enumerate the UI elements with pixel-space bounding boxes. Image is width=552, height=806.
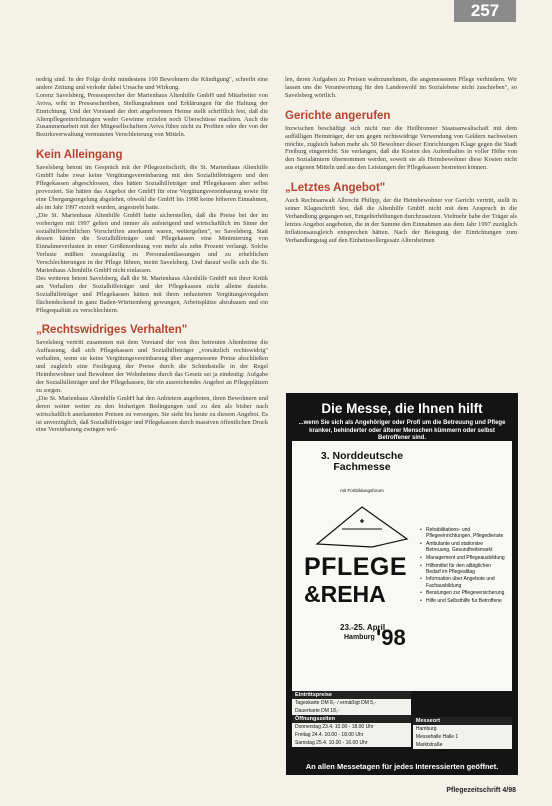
list-item: • Management und Pflegeausbildung	[420, 555, 506, 561]
list-item: • Ambulante und stationäre Betreuung, Gesundheitsmarkt	[420, 541, 506, 553]
venue-row: Messehalle Halle 1	[413, 733, 512, 741]
advertisement	[286, 393, 518, 775]
fair-logo-subtitle: mit Fortbildungsforum	[340, 488, 384, 493]
fair-info-table	[292, 691, 512, 749]
hours-row: Donnerstag 23.4. 10.00 - 18.00 Uhr	[292, 723, 411, 731]
admission-row: Dauerkarte DM 18,-	[292, 707, 411, 715]
venue-heading: Messeort	[413, 717, 512, 725]
fair-topics-list	[420, 527, 506, 606]
nurse-cap-icon	[312, 499, 412, 551]
hours-row: Freitag 24.4. 10.00 - 18.00 Uhr	[292, 731, 411, 739]
section-heading: „Letztes Angebot"	[285, 182, 386, 195]
paragraph: Auch Rechtsanwalt Albrecht Philipp, der die Heimbewohner vor Gericht vertritt, stellt in seiner Klageschrift fest, daß die Altenhilfe GmbH nicht mit dem Anspruch in die Verhandlung gegangen sei, Entgelterhöhungen durchzusetzen. Vielmehr habe der Träger als letztes Angebot angeboten, die in der Summe den Einnahmen aus dem Jahr 1997 zuzüglich Inflationsausgleich entsprechen hätten. Nach der Beiegung der Einrichtungen zum Verhandlungstag auf den Einheitssollergesatz Altersheimen	[285, 197, 517, 244]
list-item: • Hilfsmittel für den alltäglichen Bedarf im Pflegealltag	[420, 563, 506, 575]
admission-heading: Eintrittspreise	[292, 691, 411, 699]
left-column	[36, 76, 268, 766]
reha-wordmark: &REHA	[304, 581, 386, 607]
fair-year: '98	[376, 625, 406, 650]
paragraph: nedrig sind. In der Folge droht mindestens 100 Bewohnern die Kündigung", schreibt eine andere Zeitung und verkohr dabei Ursache und Wirkung.	[36, 76, 268, 91]
list-item: • Beratungen zur Pflegeversicherung	[420, 590, 506, 596]
hours-row: Samstag 25.4. 10.00 - 16.00 Uhr	[292, 739, 411, 747]
paragraph: Inzwischen beschäftigt sich nicht nur die Heilbronner Staatsanwaltschaft mit dem auffälligen Heimträger, der um gegen rechtswidrige Verwendung von Geldern nachweisen möchte, zugleich haben mehr als 50 Bewohner dieser Einrichtungen Klage gegen die Stadt Freiburg eingereicht. Sie verlangen, daß die Kosten des Aufenthaltes in voller Höhe von den Sozialämtern übernommen werden, soweit sie als Heimbewohner diese Kosten nicht aus eigenen Mitteln und aus den Leistungen der Pflegekassen bestreiten können.	[285, 124, 517, 172]
ad-poster	[292, 441, 512, 691]
admission-row: Tageskarte DM 8,- / ermäßigt DM 5,-	[292, 699, 411, 707]
ad-bottom-line: An allen Messetagen für jedes Interessierten geöffnet.	[305, 762, 499, 771]
right-column	[285, 76, 517, 366]
list-item: • Rehabilitations- und Pflegeeinrichtungen, Pflegedienste	[420, 527, 506, 539]
list-item: • Information über Angebote und Fachausbildung	[420, 576, 506, 588]
footer-journal: Pflegezeitschrift 4/98	[446, 787, 516, 794]
ad-title: Die Messe, die Ihnen hilft	[321, 401, 483, 416]
section-heading: „Rechtswidriges Verhalten"	[36, 324, 188, 337]
ad-subtitle: ...wenn Sie sich als Angehöriger oder Profi um die Betreuung und Pflege kranker, behinderter oder älterer Menschen kümmern oder selbst Betroffener sind.	[298, 420, 506, 441]
list-item: • Hilfe und Selbsthilfe für Betroffene	[420, 598, 506, 604]
paragraph: „Die St. Marienhaus Altenhilfe GmbH hatte sicherstellen, daß die Preise bei der im vorherigen mit 1997 gelten und immer als aufsteigend und wirtschaftlich im Sinne der sozialhilferechtlichen Vorschriften anerkannt waren, weitergelten", so Savelsberg. Statt dessen hätten die Sozialhilfeträger und Pflegekassen eine Minimierung von Einnahmeverlusten in einer Größenordnung von mehr als zehn Prozent verlangt. Solche Verluste müßten zwangsläufig zu Personalentlassungen und zu erheblichen Verschlechterungen in der Pflege führen, meint Savelsberg. Und darauf wolle sich die St. Marienhaus Altenhilfe GmbH nicht einlassen.	[36, 211, 268, 275]
section-heading: Gerichte angerufen	[285, 109, 391, 122]
pflege-wordmark: PFLEGE	[304, 553, 408, 581]
fair-dates: 23.-25. April	[340, 623, 386, 632]
paragraph: Savelsberg betont im Gespräch mit der Pflegezeitschrift, die St. Marienhaus Altenhilfe GmbH habe zwar keine Vergütungsvereinbarung mit den Sozialhilfeträgern und den Pflegekassen abgeschlossen, dies hätten Sozialhilfeträger und Pflegekassen aber selbst provoziert. Sie hätten das Angebot der GmbH für eine Vergütungsvereinbarung sowie für eine Übergangsregelung abgelehnt, obwohl die GmbH bis 1998 keine höheren Einnahmen, als im Jahr 1997 erzielt wurden, angestrebt hatte.	[36, 164, 268, 211]
fair-city: Hamburg	[344, 634, 375, 641]
paragraph: Lorenz Savelsberg, Pressesprecher der Marienhaus Altenhilfe GmbH und Mitarbeiter von Aviva, wiht in Presseschreiben, Stellungnahmen und Erklärungen für die Haltung der Einrichtung. Und der Vorstand der dort angeborenen Heime stellt schriftlich fest, daß die Altenpflegeeinrichtungen weder Gewinne erzielen noch Überschüsse machten. Auch die Zusammenarbeit mit der Mitgesellschaftern Aviva führe nicht zu Profiten oder der von der Bezirksverwaltung vermuteten Verschleierung von Mitteln.	[36, 91, 268, 139]
section-heading: Kein Alleingang	[36, 149, 123, 162]
venue-row: Marktstraße	[413, 741, 512, 749]
paragraph: Savelsberg vertritt zusammen mit dem Vorstand der von ihm betreuten Altenheime die Auffassung, daß sich Pflegekassen und Sozialhilfeträger „vorsätzlich rechtswidrig" verhalten, wenn sie keine Vergütungsvereinbarung über angemessene Preise abschließen und zugleich eine Festlegung der Preise durch die Schiedsstelle in der Regel Heimbewohner und Bewohner der Wohnheime durch das Gesetz sei ja eindeutig: Aufgabe der Sozialhilfeträger und der Pflegekassen, für ein ausreichendes Angebot an Pflegeplätzen zu sorgen.	[36, 339, 268, 394]
fair-logo-title: 3. Norddeutsche Fachmesse	[320, 450, 404, 473]
page-number: 257	[454, 0, 516, 22]
hours-heading: Öffnungszeiten	[292, 715, 411, 723]
paragraph: len, deren Aufgaben zu Preisen wahrzunehmen, die angemessenen Pflege verhindern. Wir lassen uns die Verantwortung für den Landeswohl im Sozialebene nicht zuschieben", so Savelsberg wörtlich.	[285, 76, 517, 99]
paragraph: „Die St. Marienhaus Altenhilfe GmbH hat den Anbietern angeboten, ihren Bewohnern und deren weiter weiter zu den bisherigen Bedingungen und zu den als bisher nach wirtschaftlich anerkannten Preisen zu versorgen. Sie sieht bis heute zu diesem Angebot. Es ist unverzüglich, daß Sozialhilfeträger und Pflegekassen durch massiven öffentlichen Druck eine Vereinbarung zwingen wol-	[36, 394, 268, 434]
paragraph: Des weiteren betont Savelsberg, daß die St. Marienhaus Altenhilfe GmbH mit ihrer Kritik am Verhalten der Sozialhilfeträger und der Pflegekassen nicht alleine dastehe. Sozialhilfeträger und Pflegekassen hätten mit ihren reduzierten Vergütungsvorgaben flächendeckend in ganz Baden-Württemberg gewungen, Arbeitsplätze abzubauen und ein Pflegequalität zu verschlechtern.	[36, 274, 268, 314]
venue-row: Hamburg	[413, 725, 512, 733]
